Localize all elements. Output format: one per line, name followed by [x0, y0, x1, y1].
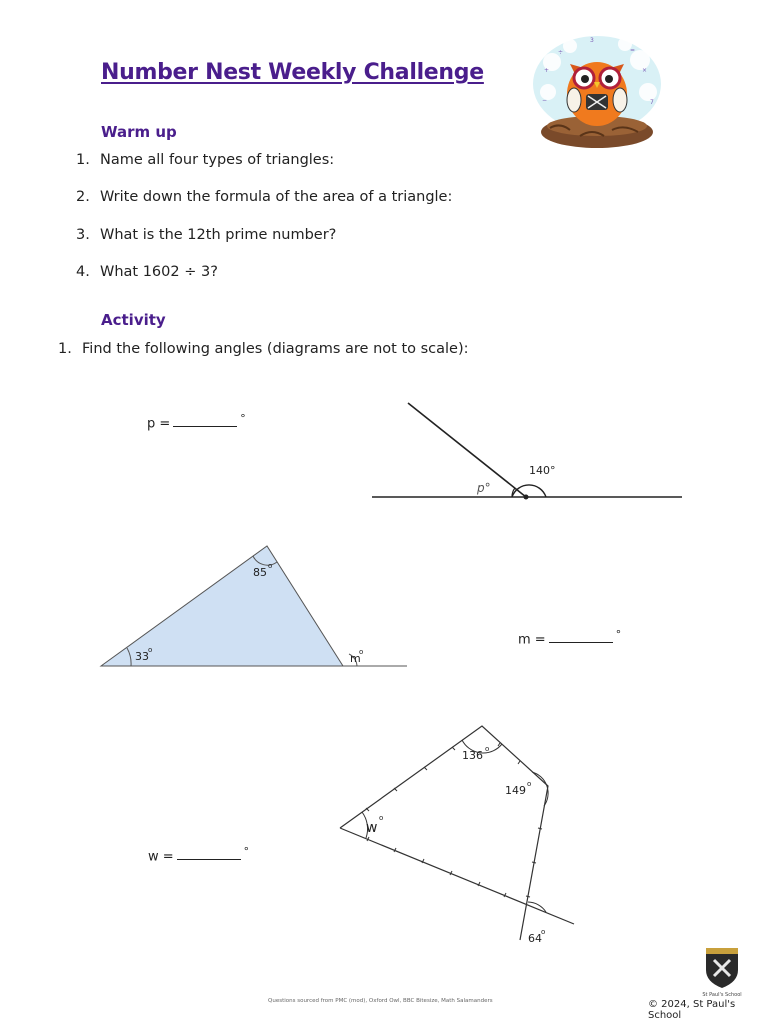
label-136: 136 — [462, 749, 483, 762]
label-m: m — [350, 652, 361, 665]
answer-m-blank[interactable] — [549, 630, 613, 643]
label-33: 33 — [135, 650, 149, 663]
crest-text: St Paul's School — [702, 992, 742, 998]
bottom-edge — [340, 828, 574, 924]
angle-label-p: p° — [477, 481, 491, 495]
diagram-straight-line-angles — [360, 395, 690, 510]
warmup-question-1: 1. Name all four types of triangles: — [76, 152, 335, 168]
angle-label-140: 140° — [529, 464, 556, 477]
svg-text:3: 3 — [590, 37, 594, 44]
answer-m: m = ° — [518, 628, 622, 648]
svg-text:×: × — [642, 67, 648, 74]
answer-w-blank[interactable] — [177, 847, 241, 860]
diagram-quadrilateral — [332, 718, 582, 946]
owl-nest-illustration — [530, 32, 665, 150]
school-crest-logo — [700, 944, 744, 1000]
svg-text:o: o — [485, 745, 490, 753]
copyright-text: © 2024, St Paul's School — [648, 999, 736, 1021]
page-title: Number Nest Weekly Challenge — [101, 60, 484, 85]
warmup-heading: Warm up — [101, 123, 177, 141]
answer-w: w = ° — [148, 845, 250, 865]
answer-p-blank[interactable] — [173, 414, 237, 427]
diagram-triangle-exterior-angle — [95, 540, 415, 675]
arc-64 — [528, 902, 546, 912]
svg-text:=: = — [630, 47, 636, 54]
slanted-ray — [408, 403, 526, 497]
warmup-question-2: 2. Write down the formula of the area of a triangle: — [76, 189, 453, 205]
activity-question-1: 1. Find the following angles (diagrams are not to scale): — [58, 341, 469, 357]
svg-text:o: o — [527, 780, 532, 788]
svg-text:o: o — [268, 562, 273, 570]
label-149: 149 — [505, 784, 526, 797]
label-85: 85 — [253, 566, 267, 579]
svg-text:o: o — [541, 928, 546, 936]
svg-text:o: o — [148, 646, 153, 654]
svg-text:7: 7 — [650, 99, 654, 106]
answer-p: p = ° — [147, 412, 246, 432]
svg-text:÷: ÷ — [558, 49, 564, 56]
svg-text:o: o — [379, 814, 384, 822]
label-64: 64 — [528, 932, 542, 945]
warmup-question-3: 3. What is the 12th prime number? — [76, 227, 337, 243]
svg-text:+: + — [544, 67, 550, 74]
activity-heading: Activity — [101, 311, 166, 329]
label-w: w — [366, 820, 378, 836]
sources-note: Questions sourced from PMC (mod), Oxford Owl, BBC Bitesize, Math Salamanders — [268, 998, 493, 1004]
svg-text:−: − — [542, 97, 548, 104]
angle-arc-140 — [512, 485, 546, 497]
svg-text:o: o — [359, 648, 364, 656]
warmup-question-4: 4. What 1602 ÷ 3? — [76, 264, 218, 280]
triangle-shape — [101, 546, 343, 666]
